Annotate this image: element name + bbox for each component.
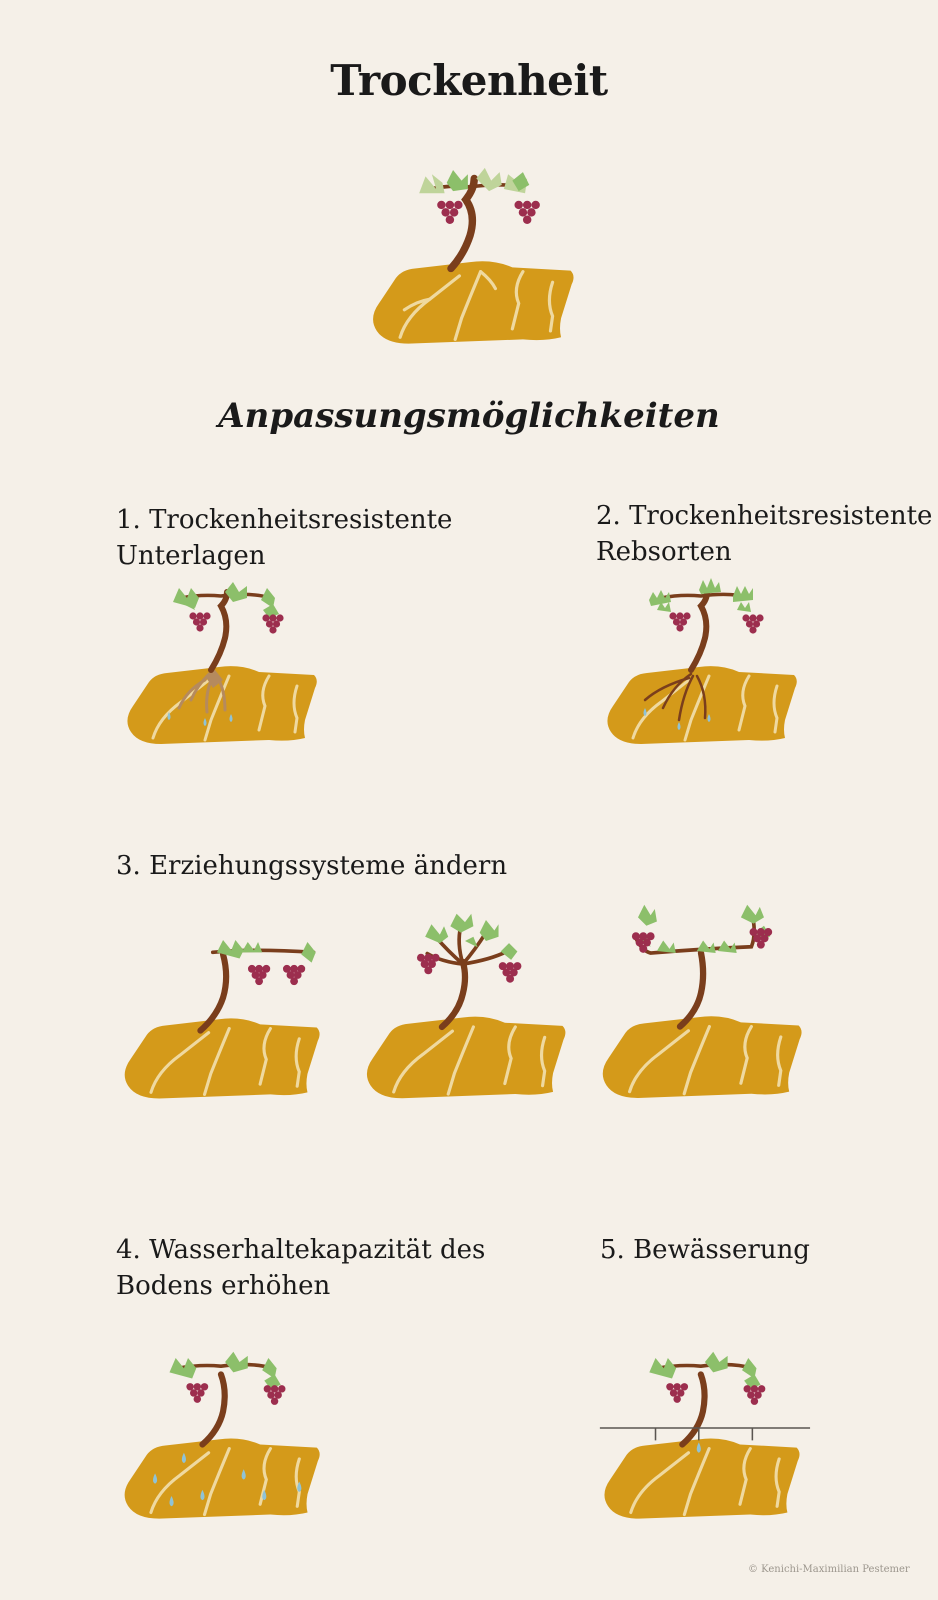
rootstock-vine-icon [116,590,326,760]
low-cordon-vine-icon [116,940,326,1115]
section-2-line-1: 2. Trockenheitsresistente [596,501,933,531]
section-5-label [600,1232,810,1268]
section-4-label [116,1232,485,1304]
section-1-line-1: 1. Trockenheitsresistente [116,505,453,535]
irrigation-vine-icon [596,1360,816,1530]
resistant-variety-vine-icon [596,590,806,760]
subtitle: Anpassungsmöglichkeiten [218,396,720,436]
drought-vine-icon [360,170,580,350]
section-2-line-2: Rebsorten [596,537,732,567]
section-2-label [596,498,932,570]
section-3-label [116,848,507,884]
section-4-line-1: 4. Wasserhaltekapazität des [116,1235,486,1265]
section-3-line-1: 3. Erziehungssysteme ändern [116,851,508,881]
high-cordon-vine-icon [596,915,806,1115]
bush-vine-icon [360,920,570,1115]
section-1-line-2: Unterlagen [116,541,266,571]
copyright-notice: © Kenichi-Maximilian Pestemer [748,1564,910,1575]
water-retention-soil-icon [116,1360,326,1530]
section-4-line-2: Bodens erhöhen [116,1271,331,1301]
page-title: Trockenheit [330,56,608,105]
section-5-line-1: 5. Bewässerung [600,1235,810,1265]
section-1-label [116,502,452,574]
